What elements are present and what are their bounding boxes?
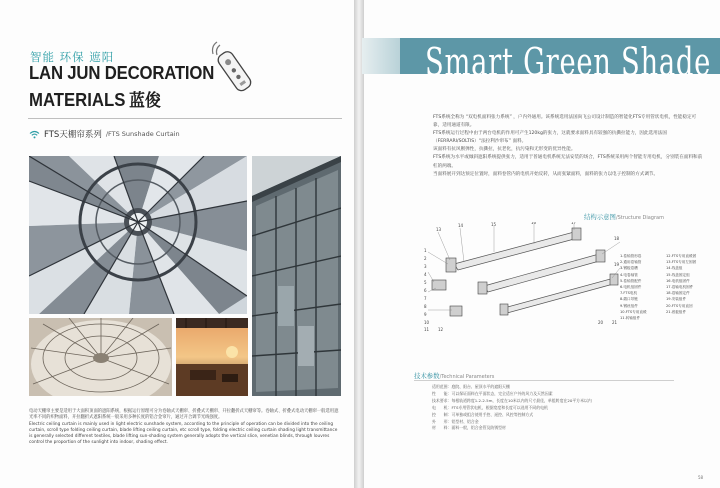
brand-name-line2 [29,86,161,111]
callout-8: 8 [424,304,427,309]
callout-5: 5 [424,280,427,285]
photo-sunset-terrace [176,318,248,396]
callout-6: 6 [424,288,427,293]
legend-item: 21.底板组件 [666,309,687,314]
structure-heading-cn: 结构示意图 [584,213,616,221]
structure-heading-en: /Structure Diagram [615,215,664,221]
wifi-icon [29,130,40,139]
callout-20: 20 [598,320,604,325]
callout-2: 2 [424,256,427,261]
callout-12: 12 [438,327,444,332]
callout-19: 19 [614,262,620,267]
param-row: 技术要求：每根轨道跨度1.2-2.5m，长度在10米以内的尺寸最佳，单组跨度在20平方米以内 [432,397,592,403]
callout-10: 10 [424,320,430,325]
tech-heading [414,371,494,380]
legend-item: 18.卷轴固定件 [666,291,690,296]
legend-item: 5.卷轴管配件 [620,278,642,283]
callout-3: 3 [424,264,427,269]
param-row: 适用范围：庭院、阳台、屋顶水平的遮阳天棚 [432,384,510,389]
diagram-tubes [454,232,617,313]
legend-item: 9.钢丝组件 [620,303,638,308]
photo-dome-canopy [29,156,247,314]
legend-item: 13.FTS专用左固固 [666,260,697,265]
legend-item: 20.FTS专用直回 [666,303,693,308]
body-para-2: FTS系统运行过程中由于两台电机的作用可产生120kg的张力，这就要求面料具有较强的抗撕拉能力，因此选用法国（FERRARI/SOLTIS）“法拉利沙帘布” 面料。 [433,131,667,145]
callout-13: 13 [436,227,442,232]
legend-item: 12.FTS专用直缓固 [666,254,697,258]
tagline: 智能 环保 遮阳 [30,50,115,64]
brand-name-line1: LAN JUN DECORATION [29,63,215,83]
legend-item: 2.通用卷轴管 [620,260,642,265]
callout-16: 16 [531,222,537,225]
callout-17: 17 [571,222,577,225]
param-row: 材 料：面料一般，铝合金管及防锈型材 [432,425,506,431]
legend-item: 11.转轴组件 [620,315,641,320]
banner-title: Smart Green Shade [425,40,712,84]
banner-fade [362,38,400,74]
brand-name-cn: 蓝俊 [129,91,161,110]
legend-item [666,316,712,321]
callout-9: 9 [424,312,427,317]
body-para-1: FTS系统全称为 “双电机面料张力系统” ，户内外通用。该系统选用法国尚飞公司设计制造的智能化FTS专用管状电机，性能稳定可靠，适用通道有限。 [433,115,697,129]
structure-diagram [424,222,624,332]
tech-divider [414,380,674,381]
callout-11: 11 [424,327,430,332]
tech-heading-cn: 技术参数 [414,372,440,380]
description-en: Electric ceiling curtain is mainly used in light electric sunshade system, according to the principle of operation can be divided into the ceiling curtain, scroll type folding ceiling curtain, blade lifting ceiling curtain, etc scroll type, folding electric ceiling curtain shading light transmittance is generally selected different textiles, blade lifting sun-shading system generally adopts the vertical slice, venetian blinds, through louvres control the proportion of the sunlight into indoor, shading effect. [29,421,338,446]
param-row: 外 形：铝型材、铝合金 [432,418,479,424]
left-description [29,409,341,447]
legend-item: 4.电卷轴管 [620,272,638,277]
legend-item: 10.FTS专用直缓 [620,309,647,314]
tech-heading-en: /Technical Parameters [439,374,495,380]
param-row: 电 机：FTS专用管状电机，根据宽度和长度可以选用不同的电机 [432,404,548,410]
callout-15: 15 [491,222,497,227]
legend-item: 6.电机组固件 [620,284,642,289]
callout-4: 4 [424,272,427,277]
photo-skylight [29,318,172,396]
callout-21: 21 [612,320,618,325]
series-title-en: /FTS Sunshade Curtain [105,130,180,138]
header-divider [28,118,342,119]
body-para-4: FTS系统为水平或倾斜遮阳系统提供张力，适用于普通电机系统无法安装的场合，FTS系统采用两个智能专用电机，分别装在面料和前杠的两端。 [433,155,703,169]
legend-item: 14.线盖组 [666,266,683,271]
legend-item: 8.端口导链 [620,297,638,302]
description-cn: 电动天棚帘主要是适用于大面积顶面的遮阳系统，根据运行原理可分为卷轴式天棚帘、折叠式天棚帘、开拉翻折式天棚帘等。卷轴式、折叠式电动天棚帘一般选用遮光率不同的织物面料，开拉翻折式遮阳系统一般采用多种长度的铝合金帘片，通过开合调节光线强度。 [29,409,339,421]
system-description [433,114,705,179]
tech-parameters [432,384,692,432]
callout-18: 18 [614,236,620,241]
callout-14: 14 [458,223,464,228]
photo-glass-facade [252,156,341,396]
legend-item: 3.钢板卷槽 [620,266,638,271]
brand-name-materials: MATERIALS [29,90,126,110]
legend-item: 15.线盖固定组 [666,272,690,277]
legend-item: 19.安装组件 [666,297,687,302]
series-title-cn: FTS天棚帘系列 [44,130,102,140]
param-row: 性 能：可以保证面料在平面状态，完全适应户外的风力及天然因素 [432,390,553,396]
page-number: 58 [698,475,704,480]
legend-item: 17.卷轴电机固件 [666,284,694,289]
body-para-3: 该面料有抗风断弹性，抗撕拉，抗老化，抗污染和无形变的优异性能。 [433,147,576,153]
param-row: 控 制：可单独或组合使用手控、遥控、风控等控制方式 [432,411,534,417]
diagram-legend [620,254,712,321]
legend-item: 7.FTS电机 [620,291,638,296]
series-heading [29,128,180,140]
callout-1: 1 [424,248,427,253]
body-para-5: 当面料展开到达预定位置时，面料卷管内的电机开始反转，从而张紧面料，面料的张力以电子控制的方式调节。 [433,171,659,177]
structure-heading [584,212,664,221]
legend-item: 16.电机组固件 [666,278,690,283]
remote-control-icon [207,40,257,96]
callout-7: 7 [424,296,427,301]
legend-item: 1.卷轴管形卷 [620,254,642,258]
